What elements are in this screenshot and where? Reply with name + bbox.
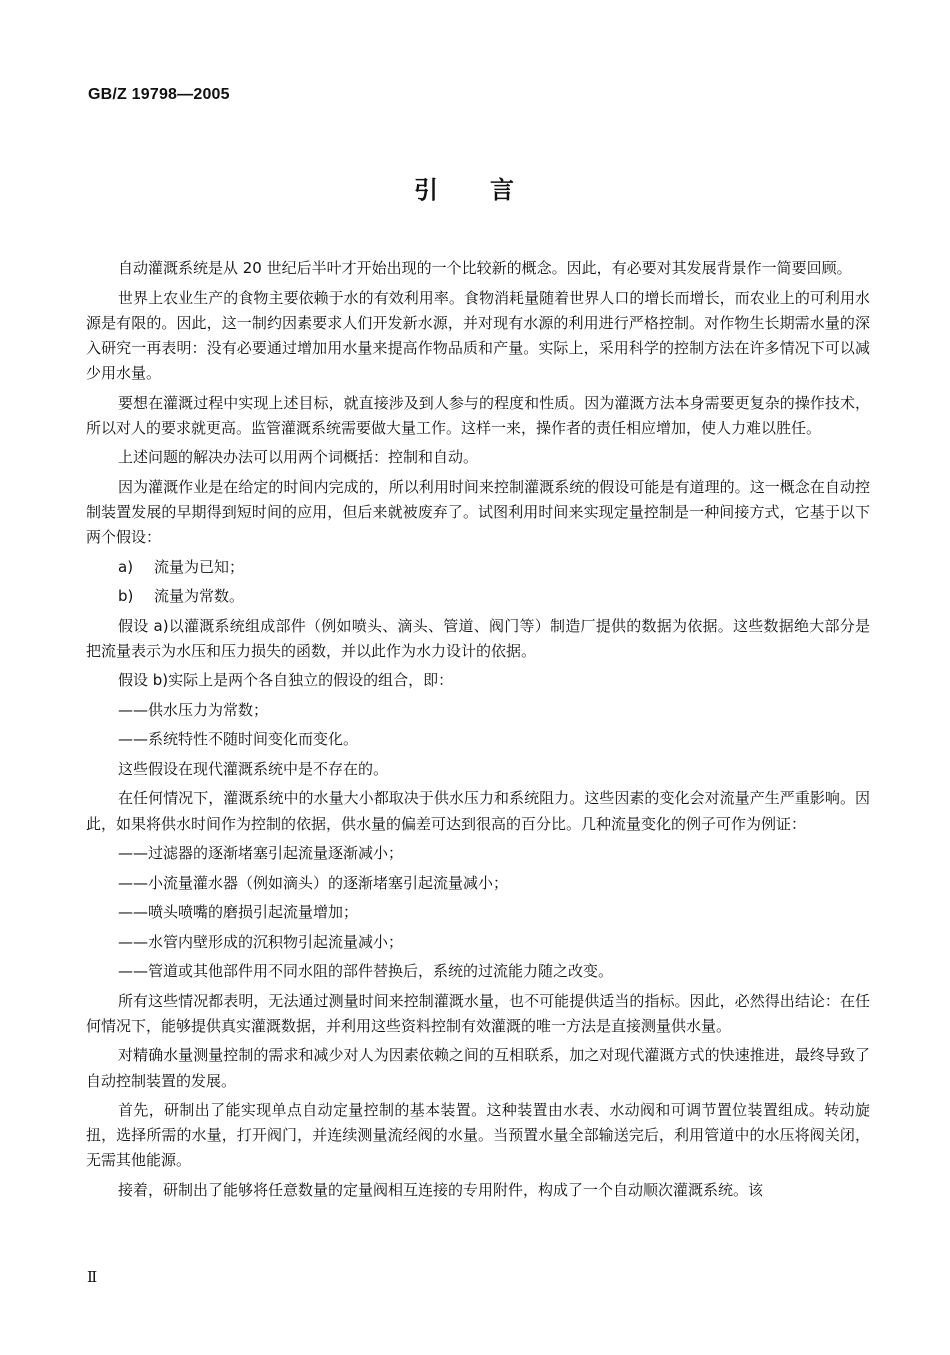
dash-list-item: ——水管内壁形成的沉积物引起流量减小； — [118, 932, 404, 951]
paragraph: 所有这些情况都表明，无法通过测量时间来控制灌溉水量，也不可能提供适当的指标。因此，必然得出结论：在任何情况下，能够提供真实灌溉数据，并利用这些资料控制有效灌溉的唯一方法是直接测量供水量。 — [86, 991, 870, 1035]
paragraph: 自动灌溉系统是从 20 世纪后半叶才开始出现的一个比较新的概念。因此，有必要对其发展背景作一简要回顾。 — [118, 259, 852, 277]
assumption-label: a) — [118, 557, 134, 576]
paragraph: 这些假设在现代灌溉系统中是不存在的。 — [118, 759, 389, 778]
paragraph: 首先，研制出了能实现单点自动定量控制的基本装置。这种装置由水表、水动阀和可调节置位装置组成。转动旋扭，选择所需的水量，打开阀门，并连续测量流经阀的水量。当预置水量全部输送完后，利用管道中的水压将阀关闭，无需其他能源。 — [86, 1101, 870, 1170]
dash-list-item: ——管道或其他部件用不同水阻的部件替换后，系统的过流能力随之改变。 — [118, 962, 614, 981]
dash-list-item: ——过滤器的逐渐堵塞引起流量逐渐减小； — [118, 844, 404, 863]
paragraph: 在任何情况下，灌溉系统中的水量大小都取决于供水压力和系统阻力。这些因素的变化会对流量产生严重影响。因此，如果将供水时间作为控制的依据，供水量的偏差可达到很高的百分比。几种流量变化的例子可作为例证： — [86, 789, 870, 833]
assumption-text: 流量为已知； — [154, 557, 245, 576]
paragraph: 接着，研制出了能够将任意数量的定量阀相互连接的专用附件，构成了一个自动顺次灌溉系统。该 — [118, 1180, 764, 1199]
assumption-label: b) — [118, 587, 134, 606]
paragraph: 对精确水量测量控制的需求和减少对人为因素依赖之间的互相联系，加之对现代灌溉方式的快速推进，最终导致了自动控制装置的发展。 — [86, 1046, 870, 1090]
dash-list-item: ——系统特性不随时间变化而变化。 — [118, 730, 359, 749]
document-body — [86, 256, 870, 1207]
paragraph: 上述问题的解决办法可以用两个词概括：控制和自动。 — [118, 448, 479, 467]
assumption-item-a — [86, 555, 870, 580]
paragraph: 要想在灌溉过程中实现上述目标，就直接涉及到人参与的程度和性质。因为灌溉方法本身需要更复杂的操作技术，所以对人的要求就更高。监管灌溉系统需要做大量工作。这样一来，操作者的责任相应增加，使人力难以胜任。 — [86, 393, 870, 437]
dash-list-item: ——供水压力为常数； — [118, 700, 269, 719]
page-number: Ⅱ — [87, 1268, 98, 1286]
paragraph: 因为灌溉作业是在给定的时间内完成的，所以利用时间来控制灌溉系统的假设可能是有道理的。这一概念在自动控制装置发展的早期得到短时间的应用，但后来就被废弃了。试图利用时间来实现定量控制是一种间接方式，它基于以下两个假设： — [86, 477, 870, 547]
dash-list-item: ——小流量灌水器（例如滴头）的逐渐堵塞引起流量减小； — [118, 873, 509, 892]
assumption-text: 流量为常数。 — [154, 587, 245, 606]
section-title: 引言 — [414, 176, 566, 204]
paragraph: 世界上农业生产的食物主要依赖于水的有效利用率。食物消耗量随着世界人口的增长而增长，而农业上的可利用水源是有限的。因此，这一制约因素要求人们开发新水源，并对现有水源的利用进行严格控制。对作物生长期需水量的深入研究一再表明：没有必要通过增加用水量来提高作物品质和产量。实际上，采用科学的控制方法在许多情况下可以减少用水量。 — [86, 288, 870, 383]
dash-list-item: ——喷头喷嘴的磨损引起流量增加； — [118, 903, 359, 922]
assumption-item-b — [86, 584, 870, 609]
standard-code: GB/Z 19798—2005 — [88, 86, 230, 103]
paragraph: 假设 a)以灌溉系统组成部件（例如喷头、滴头、管道、阀门等）制造厂提供的数据为依据。这些数据绝大部分是把流量表示为水压和压力损失的函数，并以此作为水力设计的依据。 — [86, 616, 870, 660]
paragraph: 假设 b)实际上是两个各自独立的假设的组合，即： — [118, 671, 454, 690]
